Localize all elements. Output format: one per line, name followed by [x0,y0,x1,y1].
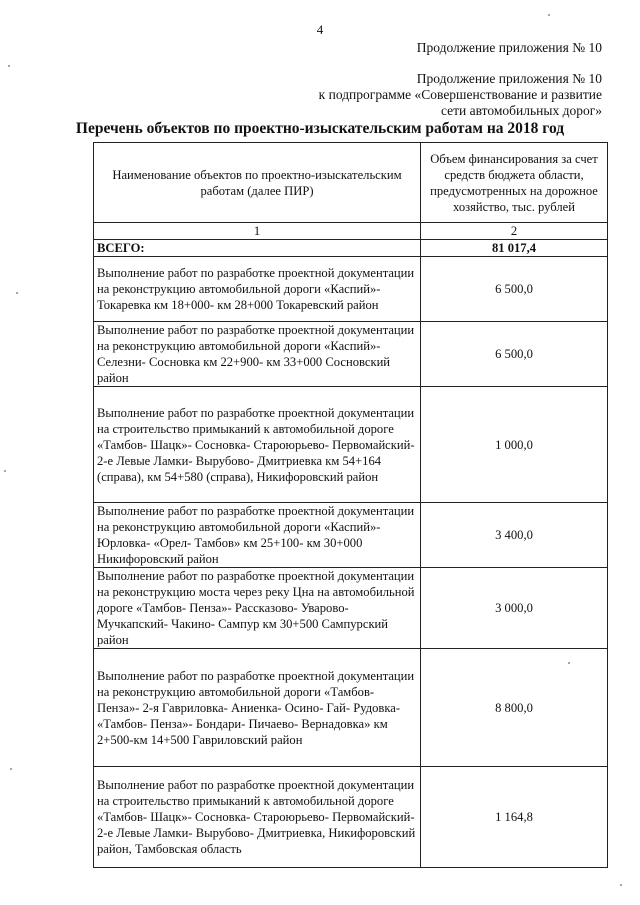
scan-speck [4,470,6,472]
table-row [94,649,608,767]
scan-speck [620,884,622,886]
column-number-1: 1 [94,223,421,240]
objects-table [93,142,608,868]
total-label: ВСЕГО: [94,240,421,257]
total-value: 81 017,4 [421,240,608,257]
object-amount: 8 800,0 [421,649,608,767]
continuation-header: Продолжение приложения № 10 [416,40,602,55]
table-row [94,568,608,649]
object-name: Выполнение работ по разработке проектной документации на строительство примыканий к автомобильной дороге «Тамбов- Шацк»- Сосновка- Староюрьево- Первомайский- 2-е Левые Ламки- Вырубово- Дмитриевка, Никифоровский район, Тамбовская область [94,767,421,868]
object-amount: 3 000,0 [421,568,608,649]
table-header-row [94,143,608,223]
object-name: Выполнение работ по разработке проектной документации на реконструкцию автомобильной дороги «Тамбов- Пенза»- 2-я Гавриловка- Аниенка- Осино- Гай- Рудовка- «Тамбов- Пенза»- Бондари- Пичаево- Вернадовка» км 2+500-км 14+500 Гавриловский район [94,649,421,767]
object-amount: 1 164,8 [421,767,608,868]
object-amount: 6 500,0 [421,257,608,322]
table-row [94,503,608,568]
column-number-2: 2 [421,223,608,240]
scan-speck [568,662,570,664]
object-name: Выполнение работ по разработке проектной документации на строительство примыканий к автомобильной дороге «Тамбов- Шацк»- Сосновка- Староюрьево- Первомайский- 2-е Левые Ламки- Вырубово- Дмитриевка км 54+164 (справа), км 54+580 (справа), Никифоровский район [94,387,421,503]
table-row [94,387,608,503]
scan-speck [10,768,12,770]
scan-speck [548,14,550,16]
column-header-name: Наименование объектов по проектно-изыскательским работам (далее ПИР) [94,143,421,223]
object-amount: 6 500,0 [421,322,608,387]
object-amount: 3 400,0 [421,503,608,568]
document-title: Перечень объектов по проектно-изыскательским работам на 2018 год [75,120,565,137]
appendix-header-line-3: сети автомобильных дорог» [441,103,602,118]
table-row [94,767,608,868]
scan-speck [16,292,18,294]
object-name: Выполнение работ по разработке проектной документации на реконструкцию автомобильной дороги «Каспий»- Токаревка км 18+000- км 28+000 Токаревский район [94,257,421,322]
total-row [94,240,608,257]
page-number: 4 [316,22,324,37]
object-amount: 1 000,0 [421,387,608,503]
table-row [94,257,608,322]
scan-speck [8,65,10,67]
table-row [94,322,608,387]
column-number-row [94,223,608,240]
appendix-header-line-2: к подпрограмме «Совершенствование и развитие [318,87,602,102]
object-name: Выполнение работ по разработке проектной документации на реконструкцию моста через реку Цна на автомобильной дороге «Тамбов- Пенза»- Рассказово- Уварово- Мучкапский- Чакино- Сампур км 30+500 Сампурский район [94,568,421,649]
column-header-amount: Объем финансирования за счет средств бюджета области, предусмотренных на дорожное хозяйство, тыс. рублей [421,143,608,223]
object-name: Выполнение работ по разработке проектной документации на реконструкцию автомобильной дороги «Каспий»- Юрловка- «Орел- Тамбов» км 25+100- км 30+000 Никифоровский район [94,503,421,568]
appendix-header-line-1: Продолжение приложения № 10 [416,71,602,86]
object-name: Выполнение работ по разработке проектной документации на реконструкцию автомобильной дороги «Каспий»- Селезни- Сосновка км 22+900- км 33+000 Сосновский район [94,322,421,387]
